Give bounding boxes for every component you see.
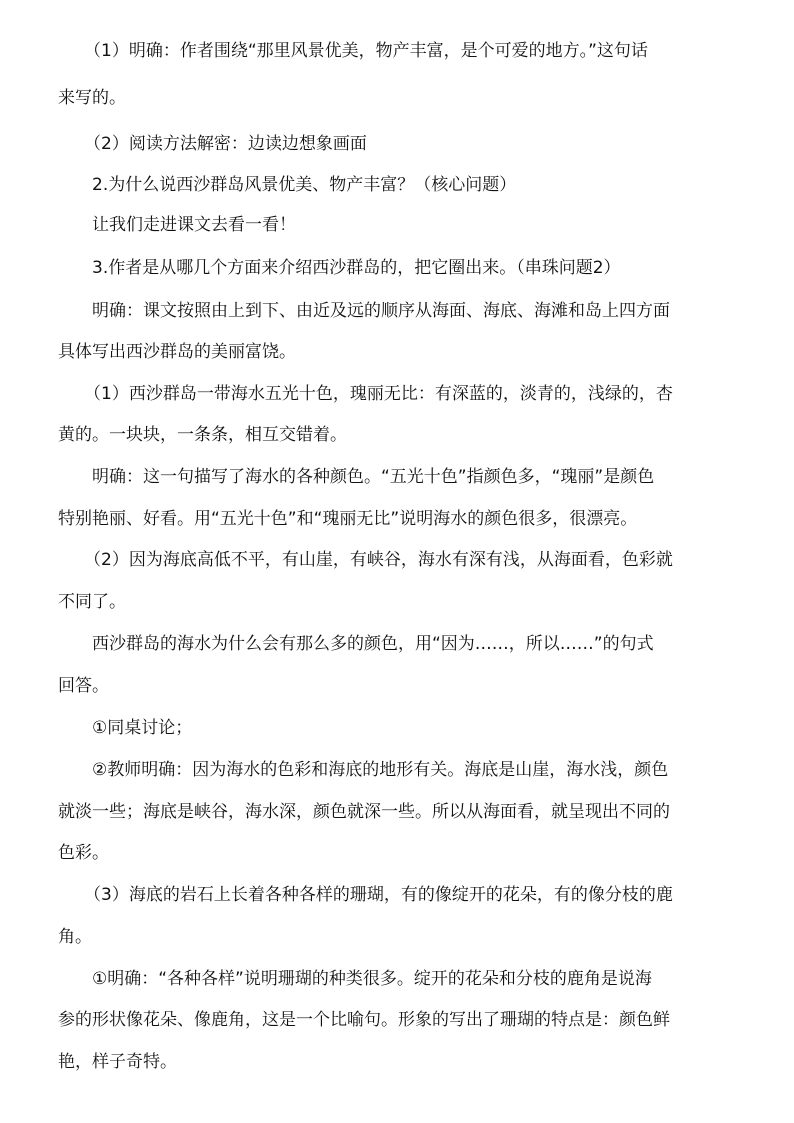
text-line-15: 西沙群岛的海水为什么会有那么多的颜色，用“因为……，所以……”的句式 [92, 634, 654, 654]
text-line-9: （1）西沙群岛一带海水五光十色，瑰丽无比：有深蓝的，淡青的，浅绿的，杏 [84, 384, 673, 404]
text-line-12: 特别艳丽、好看。用“五光十色”和“瑰丽无比”说明海水的颜色很多，很漂亮。 [58, 509, 638, 529]
text-line-24: 参的形状像花朵、像鹿角，这是一个比喻句。形象的写出了珊瑚的特点是：颜色鲜 [58, 1010, 670, 1030]
text-line-13: （2）因为海底高低不平，有山崖，有峡谷，海水有深有浅，从海面看，色彩就 [84, 550, 673, 570]
text-line-6: 3.作者是从哪几个方面来介绍西沙群岛的，把它圈出来。（串珠问题2） [92, 258, 621, 278]
text-line-19: 就淡一些；海底是峡谷，海水深，颜色就深一些。所以从海面看，就呈现出不同的 [58, 802, 670, 822]
text-line-21: （3）海底的岩石上长着各种各样的珊瑚，有的像绽开的花朵，有的像分枝的鹿 [84, 885, 673, 905]
text-line-14: 不同了。 [58, 592, 126, 612]
text-line-22: 角。 [58, 927, 92, 947]
text-line-17: ①同桌讨论； [92, 718, 193, 738]
text-line-1: （1）明确：作者围绕“那里风景优美，物产丰富，是个可爱的地方。”这句话 [84, 41, 648, 61]
text-line-23: ①明确：“各种各样”说明珊瑚的种类很多。绽开的花朵和分枝的鹿角是说海 [92, 969, 652, 989]
text-line-2: 来写的。 [58, 88, 126, 108]
text-line-11: 明确：这一句描写了海水的各种颜色。“五光十色”指颜色多，“瑰丽”是颜色 [92, 467, 655, 487]
text-line-18: ②教师明确：因为海水的色彩和海底的地形有关。海底是山崖，海水浅，颜色 [92, 760, 669, 780]
text-line-25: 艳，样子奇特。 [58, 1052, 177, 1072]
text-line-5: 让我们走进课文去看一看！ [92, 215, 296, 235]
text-line-10: 黄的。一块块，一条条，相互交错着。 [58, 425, 347, 445]
text-line-4: 2.为什么说西沙群岛风景优美、物产丰富？（核心问题） [92, 175, 517, 195]
text-line-3: （2）阅读方法解密：边读边想象画面 [84, 134, 367, 154]
text-line-16: 回答。 [58, 676, 109, 696]
text-line-7: 明确：课文按照由上到下、由近及远的顺序从海面、海底、海滩和岛上四方面 [92, 301, 670, 321]
text-line-20: 色彩。 [58, 843, 109, 863]
text-line-8: 具体写出西沙群岛的美丽富饶。 [58, 342, 296, 362]
